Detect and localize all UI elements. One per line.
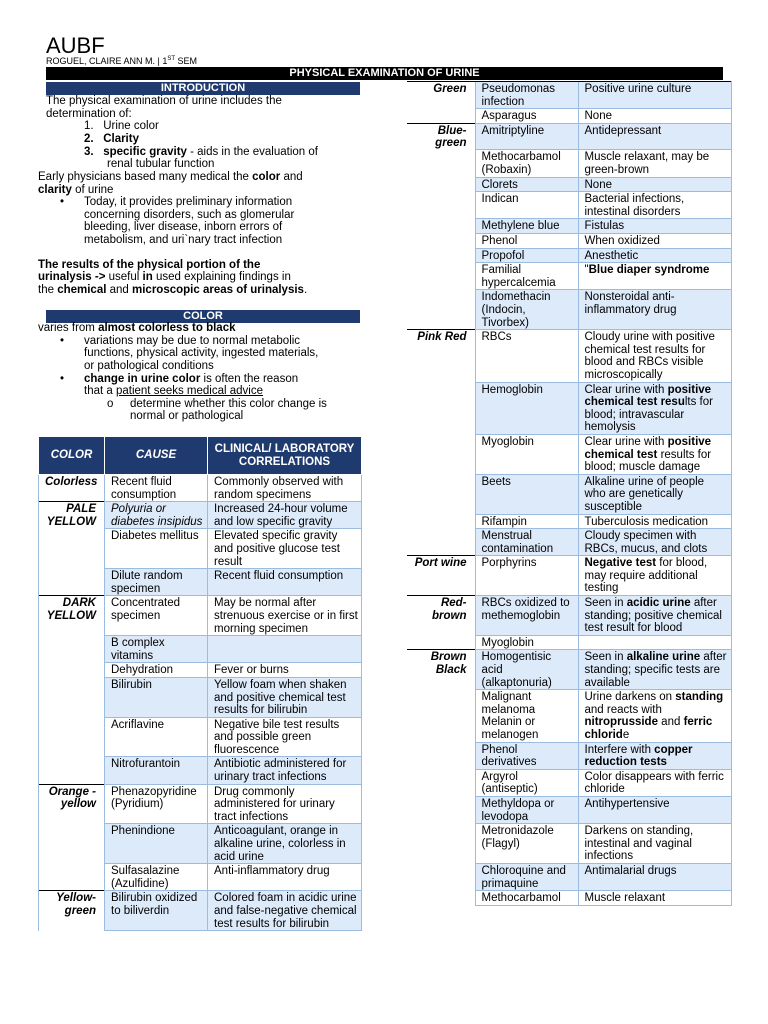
table-row: [407, 596, 731, 636]
color-cause-table-left: [38, 436, 362, 931]
color-cell: Blue-green: [407, 123, 475, 150]
color-cell: [39, 663, 105, 678]
correlation-cell: May be normal after strenuous exercise or in first morning specimen: [208, 596, 362, 636]
correlation-cell: Fistulas: [578, 219, 731, 234]
table-row: [39, 891, 362, 931]
main-heading: PHYSICAL EXAMINATION OF URINE: [46, 67, 723, 80]
table-row: [407, 556, 731, 596]
cause-cell: Dilute random specimen: [105, 569, 208, 596]
table-row: [407, 650, 731, 690]
color-bullet-line: or pathological conditions: [84, 360, 214, 372]
cause-cell: Acriflavine: [105, 717, 208, 757]
correlation-cell: Clear urine with positive chemical test results for blood; muscle damage: [578, 434, 731, 474]
correlation-cell: Antidepressant: [578, 123, 731, 150]
intro-item-3-cont: renal tubular function: [107, 158, 215, 170]
author-line: ROGUEL, CLAIRE ANN M. | 1ST SEM: [46, 56, 198, 66]
cause-cell: Methylene blue: [475, 219, 578, 234]
color-cell: [407, 863, 475, 890]
cause-cell: RBCs oxidized to methemoglobin: [475, 596, 578, 636]
intro-bullet-line: Today, it provides preliminary information: [84, 196, 293, 208]
correlation-cell: Cloudy urine with positive chemical test results for blood and RBCs visible microscopically: [578, 330, 731, 382]
color-cell: [39, 864, 105, 891]
sub-bullet-line: normal or pathological: [130, 410, 244, 422]
correlation-cell: Muscle relaxant: [578, 891, 731, 906]
cause-cell: Clorets: [475, 177, 578, 192]
cause-cell: Pseudomonas infection: [475, 82, 578, 109]
sub-bullet-marker: o: [107, 398, 114, 410]
cause-cell: Asparagus: [475, 109, 578, 124]
color-cell: [407, 891, 475, 906]
cause-cell: Polyuria or diabetes insipidus: [105, 502, 208, 529]
correlation-cell: Seen in acidic urine after standing; positive chemical test result for blood: [578, 596, 731, 636]
header-clinical: CLINICAL/ LABORATORY CORRELATIONS: [208, 437, 362, 475]
intro-text-1: The physical examination of urine includes the: [46, 95, 282, 107]
table-row: [407, 263, 731, 290]
table-row: [407, 891, 731, 906]
cause-cell: Myoglobin: [475, 635, 578, 650]
correlation-cell: Recent fluid consumption: [208, 569, 362, 596]
table-row: [39, 784, 362, 824]
color-cell: Orange -yellow: [39, 784, 105, 824]
table-row: [407, 192, 731, 219]
table-row: [407, 690, 731, 742]
early-physicians-text-2: clarity of urine: [38, 184, 114, 196]
table-row: [407, 824, 731, 864]
table-row: [407, 234, 731, 249]
table-row: [39, 596, 362, 636]
color-cell: [407, 690, 475, 742]
results-text-1: The results of the physical portion of the: [38, 259, 261, 271]
correlation-cell: Anticoagulant, orange in alkaline urine, colorless in acid urine: [208, 824, 362, 864]
correlation-cell: Yellow foam when shaken and positive chemical test results for bilirubin: [208, 677, 362, 717]
color-cause-table-right: [407, 81, 732, 906]
correlation-cell: Clear urine with positive chemical test results for blood; intravascular hemolysis: [578, 382, 731, 434]
correlation-cell: When oxidized: [578, 234, 731, 249]
correlation-cell: Antihypertensive: [578, 796, 731, 823]
table-row: [39, 569, 362, 596]
color-cell: [407, 742, 475, 769]
cause-cell: Rifampin: [475, 514, 578, 529]
cause-cell: Methyldopa or levodopa: [475, 796, 578, 823]
color-cell: [407, 177, 475, 192]
table-row: [407, 123, 731, 150]
table-row: [407, 635, 731, 650]
correlation-cell: [578, 635, 731, 650]
cause-cell: Phenol: [475, 234, 578, 249]
correlation-cell: Tuberculosis medication: [578, 514, 731, 529]
correlation-cell: Negative test for blood, may require additional testing: [578, 556, 731, 596]
correlation-cell: None: [578, 177, 731, 192]
header-color: COLOR: [39, 437, 105, 475]
table-row: [407, 109, 731, 124]
table-row: [407, 219, 731, 234]
color-cell: [407, 529, 475, 556]
table-row: [407, 330, 731, 382]
intro-item-1: 1. Urine color: [84, 120, 159, 132]
correlation-cell: Commonly observed with random specimens: [208, 475, 362, 502]
correlation-cell: Drug commonly administered for urinary tract infections: [208, 784, 362, 824]
table-row: [39, 529, 362, 569]
cause-cell: Methocarbamol: [475, 891, 578, 906]
color-cell: [407, 434, 475, 474]
introduction-heading: INTRODUCTION: [46, 82, 360, 95]
correlation-cell: [208, 636, 362, 663]
cause-cell: RBCs: [475, 330, 578, 382]
color-heading: COLOR: [46, 310, 360, 323]
correlation-cell: Interfere with copper reduction tests: [578, 742, 731, 769]
correlation-cell: Antimalarial drugs: [578, 863, 731, 890]
cause-cell: Indican: [475, 192, 578, 219]
header-cause: CAUSE: [105, 437, 208, 475]
table-row: [407, 150, 731, 177]
table-row: [39, 824, 362, 864]
cause-cell: Indomethacin (Indocin, Tivorbex): [475, 290, 578, 330]
cause-cell: Sulfasalazine (Azulfidine): [105, 864, 208, 891]
correlation-cell: Nonsteroidal anti-inflammatory drug: [578, 290, 731, 330]
cause-cell: Concentrated specimen: [105, 596, 208, 636]
color-cell: [407, 382, 475, 434]
cause-cell: Hemoglobin: [475, 382, 578, 434]
color-cell: Colorless: [39, 475, 105, 502]
table-row: [407, 248, 731, 263]
correlation-cell: Elevated specific gravity and positive glucose test result: [208, 529, 362, 569]
cause-cell: Recent fluid consumption: [105, 475, 208, 502]
cause-cell: Methocarbamol (Robaxin): [475, 150, 578, 177]
table-row: [407, 863, 731, 890]
color-cell: PALE YELLOW: [39, 502, 105, 529]
color-cell: [407, 635, 475, 650]
intro-text-2: determination of:: [46, 108, 132, 120]
intro-bullet-line: metabolism, and uri`nary tract infection: [84, 234, 283, 246]
cause-cell: Malignant melanoma Melanin or melanogen: [475, 690, 578, 742]
color-cell: [39, 529, 105, 569]
correlation-cell: Alkaline urine of people who are genetically susceptible: [578, 474, 731, 514]
color-cell: [407, 824, 475, 864]
color-cell: [407, 796, 475, 823]
bullet-dot: •: [60, 373, 65, 385]
color-cell: [407, 514, 475, 529]
intro-bullet-line: concerning disorders, such as glomerular: [84, 209, 295, 221]
color-cell: [39, 757, 105, 784]
table-row: [407, 529, 731, 556]
table-row: [407, 742, 731, 769]
table-row: [39, 717, 362, 757]
early-physicians-text: Early physicians based many medical the color and: [38, 171, 303, 183]
table-row: [407, 769, 731, 796]
color-cell: Port wine: [407, 556, 475, 596]
color-bullet-2: change in urine color is often the reason: [84, 373, 299, 385]
cause-cell: Phenol derivatives: [475, 742, 578, 769]
table-row: [407, 796, 731, 823]
correlation-cell: Cloudy specimen with RBCs, mucus, and clots: [578, 529, 731, 556]
page-title: AUBF: [46, 33, 105, 58]
table-row: [39, 502, 362, 529]
table-row: [407, 290, 731, 330]
color-cell: Pink Red: [407, 330, 475, 382]
color-cell: [407, 769, 475, 796]
table-row: [407, 382, 731, 434]
cause-cell: Beets: [475, 474, 578, 514]
color-cell: [39, 824, 105, 864]
intro-bullet-line: bleeding, liver disease, inborn errors of: [84, 221, 283, 233]
results-text-2: urinalysis -> useful in used explaining findings in: [38, 271, 291, 283]
color-cell: [39, 569, 105, 596]
correlation-cell: Negative bile test results and possible green fluorescence: [208, 717, 362, 757]
correlation-cell: Bacterial infections, intestinal disorders: [578, 192, 731, 219]
correlation-cell: Anti-inflammatory drug: [208, 864, 362, 891]
cause-cell: Phenazopyridine (Pyridium): [105, 784, 208, 824]
correlation-cell: Darkens on standing, intestinal and vaginal infections: [578, 824, 731, 864]
intro-item-2: 2. Clarity: [84, 133, 139, 145]
cause-cell: Homogentisic acid (alkaptonuria): [475, 650, 578, 690]
varies-text: varies from almost colorless to black: [38, 322, 236, 334]
cause-cell: Amitriptyline: [475, 123, 578, 150]
color-bullet-2-cont: that a patient seeks medical advice: [84, 385, 263, 397]
color-cell: DARK YELLOW: [39, 596, 105, 636]
table-row: [39, 864, 362, 891]
correlation-cell: Fever or burns: [208, 663, 362, 678]
table-row: [407, 474, 731, 514]
correlation-cell: Anesthetic: [578, 248, 731, 263]
correlation-cell: Color disappears with ferric chloride: [578, 769, 731, 796]
intro-item-3: 3. specific gravity - aids in the evaluation of: [84, 146, 318, 158]
cause-cell: Diabetes mellitus: [105, 529, 208, 569]
color-cell: [407, 109, 475, 124]
table-row: [407, 514, 731, 529]
correlation-cell: Increased 24-hour volume and low specific gravity: [208, 502, 362, 529]
sub-bullet-line: determine whether this color change is: [130, 398, 327, 410]
color-cell: [39, 677, 105, 717]
table-row: [39, 677, 362, 717]
table-row: [39, 475, 362, 502]
bullet-dot: •: [60, 335, 65, 347]
correlation-cell: Urine darkens on standing and reacts with nitroprusside and ferric chloride: [578, 690, 731, 742]
table-row: [39, 636, 362, 663]
correlation-cell: Seen in alkaline urine after standing; specific tests are available: [578, 650, 731, 690]
correlation-cell: Positive urine culture: [578, 82, 731, 109]
bullet-dot: •: [60, 196, 65, 208]
color-cell: [407, 248, 475, 263]
cause-cell: Porphyrins: [475, 556, 578, 596]
cause-cell: Myoglobin: [475, 434, 578, 474]
color-cell: [407, 150, 475, 177]
cause-cell: Nitrofurantoin: [105, 757, 208, 784]
color-cell: [39, 717, 105, 757]
cause-cell: Argyrol (antiseptic): [475, 769, 578, 796]
results-text-3: the chemical and microscopic areas of urinalysis.: [38, 284, 308, 296]
table-row: [407, 177, 731, 192]
table-row: [39, 663, 362, 678]
table-row: [407, 434, 731, 474]
color-cell: [407, 290, 475, 330]
cause-cell: Bilirubin: [105, 677, 208, 717]
cause-cell: Menstrual contamination: [475, 529, 578, 556]
correlation-cell: Muscle relaxant, may be green-brown: [578, 150, 731, 177]
color-cell: Yellow-green: [39, 891, 105, 931]
cause-cell: Propofol: [475, 248, 578, 263]
cause-cell: Dehydration: [105, 663, 208, 678]
color-cell: [407, 263, 475, 290]
correlation-cell: Colored foam in acidic urine and false-negative chemical test results for bilirubin: [208, 891, 362, 931]
table-row: [407, 82, 731, 109]
cause-cell: Phenindione: [105, 824, 208, 864]
color-cell: Green: [407, 82, 475, 109]
color-bullet-line: variations may be due to normal metabolic: [84, 335, 301, 347]
cause-cell: Familial hypercalcemia: [475, 263, 578, 290]
color-cell: [39, 636, 105, 663]
color-cell: Red-brown: [407, 596, 475, 636]
cause-cell: Chloroquine and primaquine: [475, 863, 578, 890]
color-cell: [407, 192, 475, 219]
correlation-cell: "Blue diaper syndrome: [578, 263, 731, 290]
color-cell: Brown Black: [407, 650, 475, 690]
cause-cell: Bilirubin oxidized to biliverdin: [105, 891, 208, 931]
cause-cell: B complex vitamins: [105, 636, 208, 663]
color-cell: [407, 474, 475, 514]
correlation-cell: None: [578, 109, 731, 124]
correlation-cell: Antibiotic administered for urinary tract infections: [208, 757, 362, 784]
table-row: [39, 757, 362, 784]
cause-cell: Metronidazole (Flagyl): [475, 824, 578, 864]
color-bullet-line: functions, physical activity, ingested materials,: [84, 347, 319, 359]
color-cell: [407, 234, 475, 249]
color-cell: [407, 219, 475, 234]
